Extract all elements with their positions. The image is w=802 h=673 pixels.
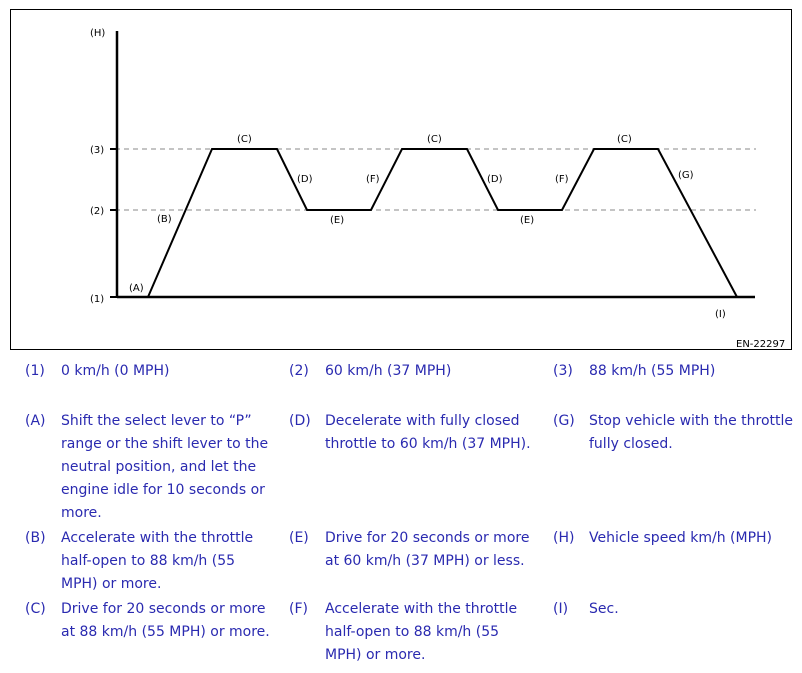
axis-label-i: (I): [715, 309, 726, 320]
legend-text: Drive for 20 seconds or more at 88 km/h (55 MPH) or more.: [61, 601, 270, 640]
segment-label-f: (F): [555, 174, 569, 185]
legend-key: (D): [289, 413, 311, 429]
axis-label-1: (1): [90, 294, 105, 305]
axis-label-3: (3): [90, 145, 105, 156]
legend-key: (I): [553, 601, 569, 617]
segment-label-c: (C): [427, 134, 442, 145]
legend-key: (A): [25, 413, 46, 429]
segment-label-g: (G): [678, 170, 694, 181]
legend-key: (F): [289, 601, 308, 617]
segment-label-b: (B): [157, 214, 172, 225]
segment-label-d: (D): [487, 174, 503, 185]
legend-key: (B): [25, 530, 46, 546]
speed-profile-diagram: [11, 10, 793, 351]
legend-text: Accelerate with the throttle half-open to 88 km/h (55 MPH) or more.: [61, 530, 254, 592]
legend-text: Vehicle speed km/h (MPH): [589, 530, 773, 546]
legend-key: (C): [25, 601, 46, 617]
segment-label-a: (A): [129, 283, 144, 294]
axis-label-h: (H): [90, 28, 106, 39]
figure-code: EN-22297: [736, 339, 786, 350]
legend-text: Sec.: [589, 601, 619, 617]
axis-label-2: (2): [90, 206, 105, 217]
segment-label-c: (C): [617, 134, 632, 145]
segment-label-e: (E): [330, 215, 345, 226]
legend-text: 60 km/h (37 MPH): [325, 363, 452, 379]
legend-key: (2): [289, 363, 309, 379]
speed-profile-line: [148, 149, 737, 297]
legend-text: 88 km/h (55 MPH): [589, 363, 716, 379]
segment-label-d: (D): [297, 174, 313, 185]
legend-key: (3): [553, 363, 573, 379]
speed-profile-figure: [10, 9, 792, 350]
legend-key: (G): [553, 413, 575, 429]
legend-text: Decelerate with fully closed throttle to 60 km/h (37 MPH).: [325, 413, 531, 452]
segment-label-f: (F): [366, 174, 380, 185]
legend-key: (H): [553, 530, 575, 546]
segment-label-c: (C): [237, 134, 252, 145]
legend-text: Accelerate with the throttle half-open to 88 km/h (55 MPH) or more.: [325, 601, 518, 663]
legend-text: Stop vehicle with the throttle fully closed.: [589, 413, 794, 452]
segment-label-e: (E): [520, 215, 535, 226]
legend-text: 0 km/h (0 MPH): [61, 363, 170, 379]
legend-key: (E): [289, 530, 309, 546]
legend-text: Drive for 20 seconds or more at 60 km/h (37 MPH) or less.: [325, 530, 530, 569]
legend-key: (1): [25, 363, 45, 379]
legend-text: Shift the select lever to “P” range or the shift lever to the neutral position, and let the engine idle for 10 seconds or more.: [61, 413, 269, 521]
